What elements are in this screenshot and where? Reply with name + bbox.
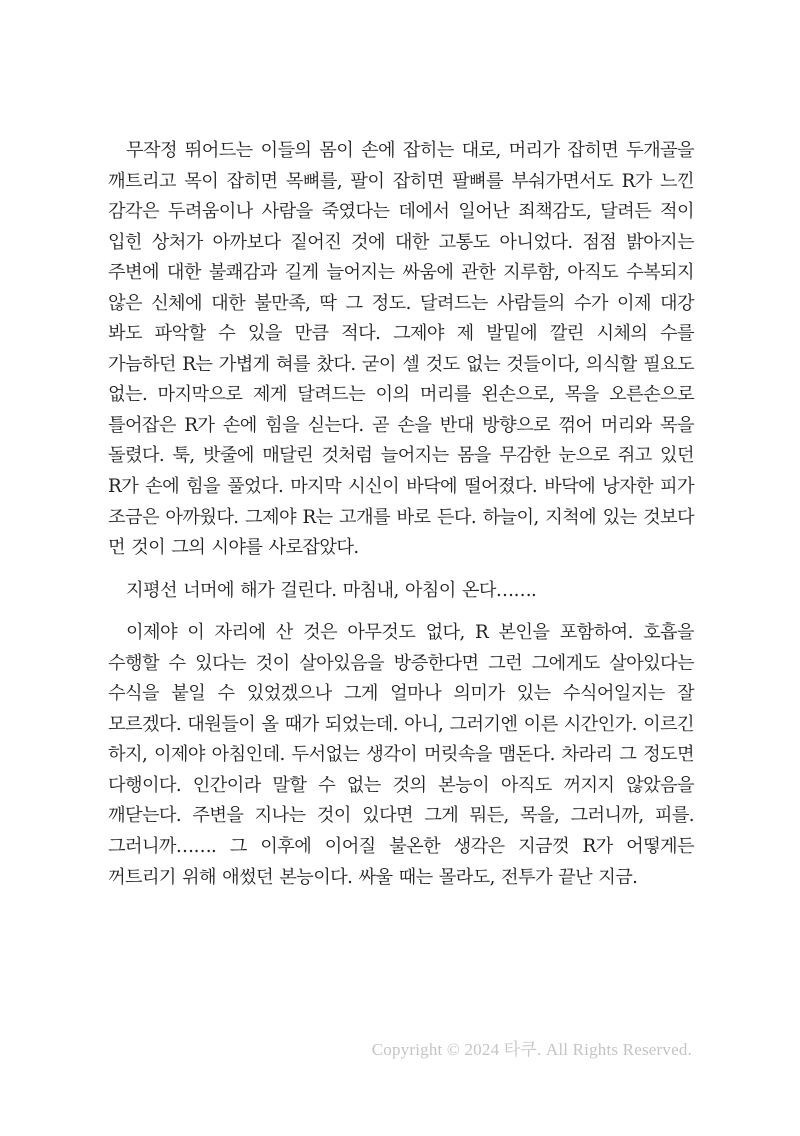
paragraph-fight: 무작정 뛰어드는 이들의 몸이 손에 잡히는 대로, 머리가 잡히면 두개골을 깨트리고 목이 잡히면 목뼈를, 팔이 잡히면 팔뼈를 부숴가면서도 R가 느낀 감각은 두려움이나 사람을 죽였다는 데에서 일어난 죄책감도, 달려든 적이 입힌 상처가 아까보다 짙어진 것에 대한 고통도 아니었다. 점점 밝아지는 주변에 대한 불쾌감과 길게 늘어지는 싸움에 관한 지루함, 아직도 수복되지 않은 신체에 대한 불만족, 딱 그 정도. 달려드는 사람들의 수가 이제 대강 봐도 파악할 수 있을 만큼 적다. 그제야 제 발밑에 깔린 시체의 수를 가늠하던 R는 가볍게 혀를 찼다. 굳이 셀 것도 없는 것들이다, 의식할 필요도 없는. 마지막으로 제게 달려드는 이의 머리를 왼손으로, 목을 오른손으로 틀어잡은 R가 손에 힘을 싣는다. 곧 손을 반대 방향으로 꺾어 머리와 목을 돌렸다. 툭, 밧줄에 매달린 것처럼 늘어지는 몸을 무감한 눈으로 쥐고 있던 R가 손에 힘을 풀었다. 마지막 시신이 바닥에 떨어졌다. 바닥에 낭자한 피가 조금은 아까웠다. 그제야 R는 고개를 바로 든다. 하늘이, 지척에 있는 것보다 먼 것이 그의 시야를 사로잡았다. <box>108 140 694 559</box>
paragraph-aftermath: 이제야 이 자리에 산 것은 아무것도 없다, R 본인을 포함하여. 호흡을 수행할 수 있다는 것이 살아있음을 방증한다면 그런 그에게도 살아있다는 수식을 붙일 수 있었겠으나 그게 얼마나 의미가 있는 수식어일지는 잘 모르겠다. 대원들이 올 때가 되었는데. 아니, 그러기엔 이른 시간인가. 이르긴 하지, 이제야 아침인데. 두서없는 생각이 머릿속을 맴돈다. 차라리 그 정도면 다행이다. 인간이라 말할 수 없는 것의 본능이 아직도 꺼지지 않았음을 깨닫는다. 주변을 지나는 것이 있다면 그게 뭐든, 목을, 그러니까, 피를. 그러니까……. 그 이후에 이어질 불온한 생각은 지금껏 R가 어떻게든 꺼트리기 위해 애썼던 본능이다. 싸울 때는 몰라도, 전투가 끝난 지금. <box>108 622 694 888</box>
paragraph-dawn: 지평선 너머에 해가 걸린다. 마침내, 아침이 온다……. <box>126 579 537 601</box>
copyright-notice: Copyright © 2024 타쿠. All Rights Reserved. <box>371 1040 692 1059</box>
page-body <box>108 136 694 893</box>
